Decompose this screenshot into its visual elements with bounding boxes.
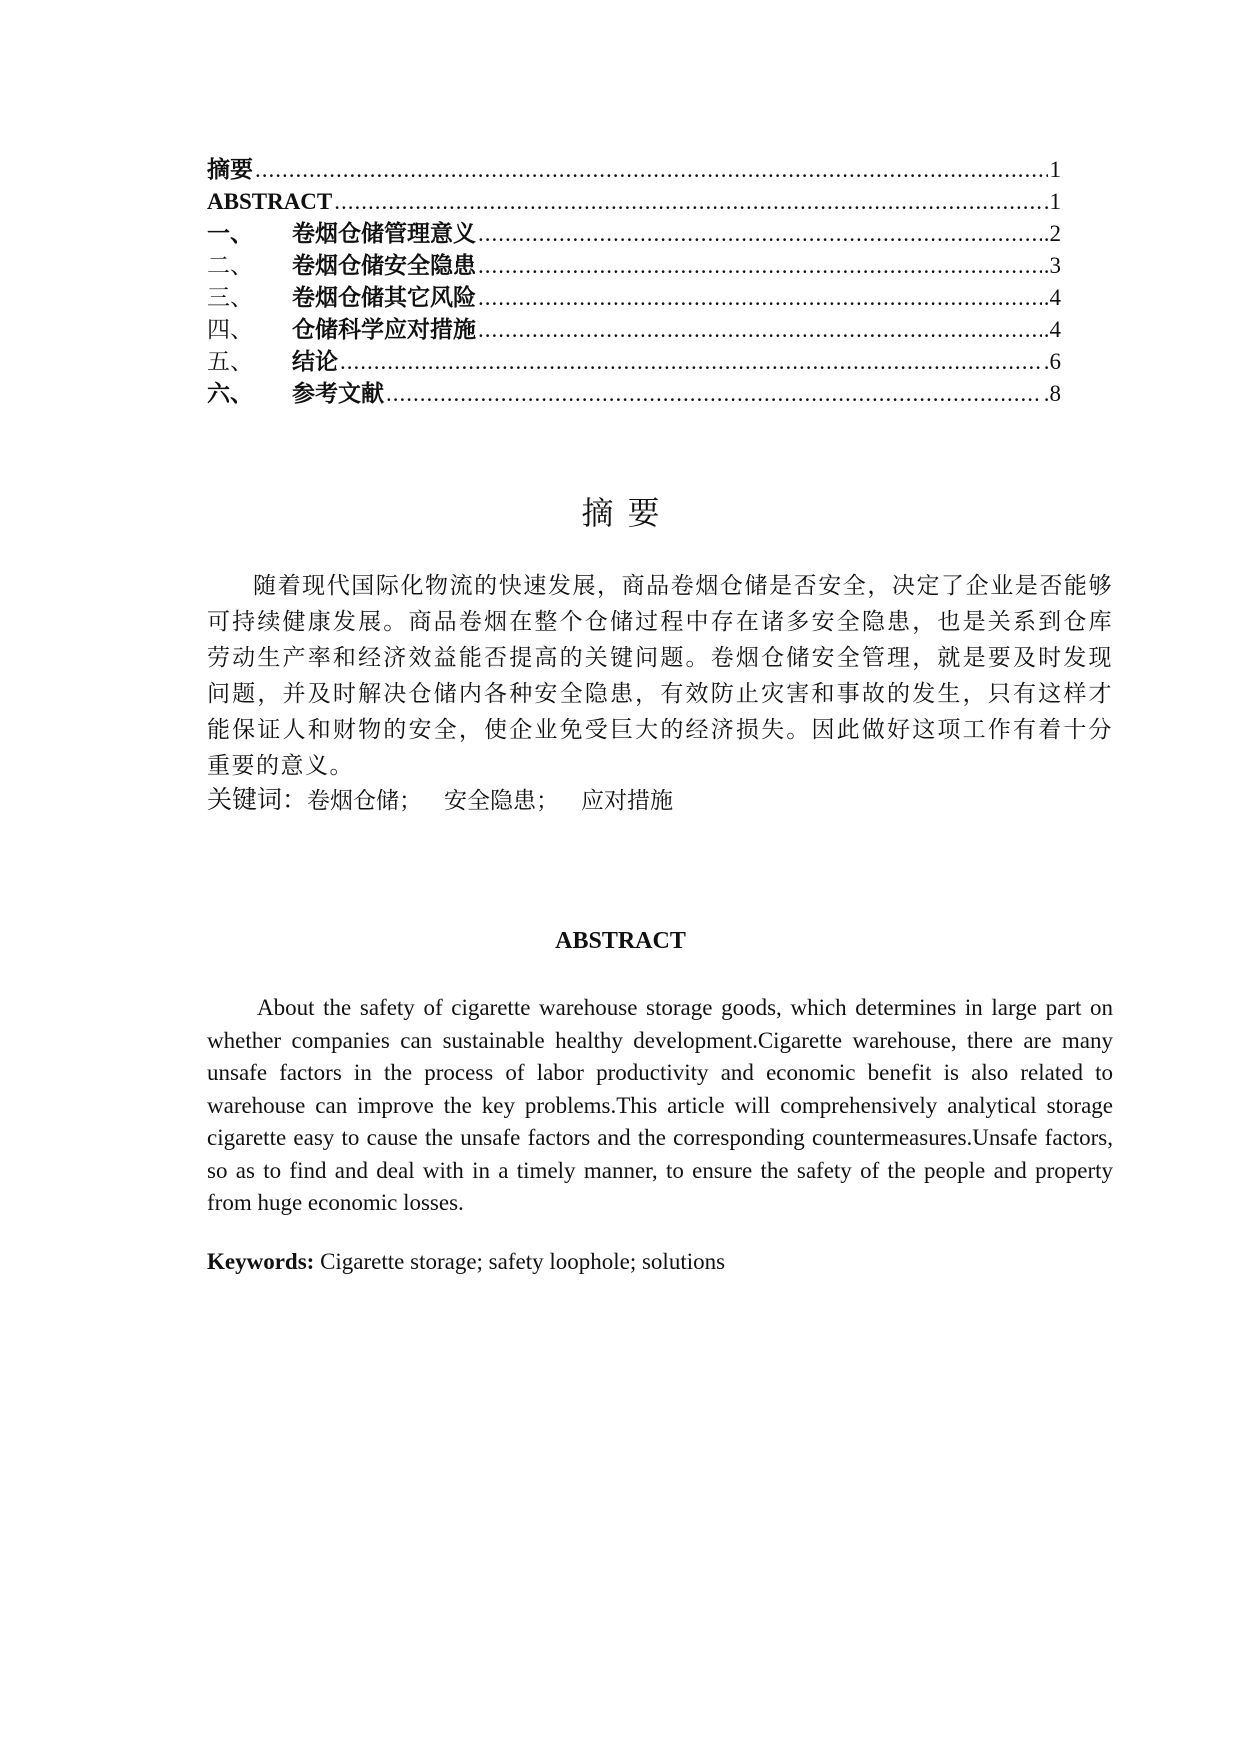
toc-entry-number: 五、 bbox=[207, 349, 253, 374]
toc-leader-dots bbox=[340, 346, 1042, 378]
toc-entry-title: 摘要 bbox=[207, 157, 253, 182]
toc-entry-number: 三、 bbox=[207, 285, 253, 310]
toc-leader-dots bbox=[478, 314, 1042, 346]
english-keywords bbox=[207, 1249, 725, 1275]
chinese-keyword: 卷烟仓储； bbox=[307, 788, 423, 814]
toc-entry-title: ABSTRACT bbox=[207, 189, 333, 214]
toc-entry-title: 结论 bbox=[292, 349, 338, 374]
toc-entry-page: .3 bbox=[1043, 253, 1061, 278]
toc-leader-dots bbox=[386, 378, 1042, 410]
chinese-keyword: 安全隐患； bbox=[444, 788, 560, 814]
english-keywords-label: Keywords: bbox=[207, 1249, 315, 1274]
toc-entry-page: .4 bbox=[1043, 285, 1061, 310]
toc-leader-dots bbox=[478, 218, 1042, 250]
toc-leader-dots bbox=[478, 282, 1042, 314]
english-abstract-heading: ABSTRACT bbox=[555, 928, 686, 954]
toc-entry-number: 一、 bbox=[207, 221, 253, 246]
toc-entry-page: .6 bbox=[1043, 349, 1061, 374]
toc-entry-page: .8 bbox=[1043, 381, 1061, 406]
toc-entry[interactable] bbox=[207, 346, 1061, 378]
toc-entry-page: 1 bbox=[1049, 157, 1061, 182]
toc-entry-number: 四、 bbox=[207, 317, 253, 342]
english-keywords-text: Cigarette storage; safety loophole; solutions bbox=[320, 1249, 726, 1274]
english-abstract-body: About the safety of cigarette warehouse storage goods, which determines in large part on whether companies can sustainable healthy development.Cigarette warehouse, there are many unsafe factors in the process of labor productivity and economic benefit is also related to warehouse can improve the key problems.This article will comprehensively analytical storage cigarette easy to cause the unsafe factors and the corresponding countermeasures.Unsafe factors, so as to find and deal with in a timely manner, to ensure the safety of the people and property from huge economic losses. bbox=[207, 995, 1113, 1215]
chinese-keywords bbox=[207, 780, 695, 816]
toc-entry-title: 卷烟仓储管理意义 bbox=[292, 221, 476, 246]
toc-entry-page: .1 bbox=[1043, 189, 1061, 214]
toc-entry[interactable] bbox=[207, 154, 1061, 186]
toc-entry-title: 卷烟仓储安全隐患 bbox=[292, 253, 476, 278]
toc-entry-title: 卷烟仓储其它风险 bbox=[292, 285, 476, 310]
chinese-abstract-body: 随着现代国际化物流的快速发展，商品卷烟仓储是否安全，决定了企业是否能够可持续健康发展。商品卷烟在整个仓储过程中存在诸多安全隐患，也是关系到仓库劳动生产率和经济效益能否提高的关键问题。卷烟仓储安全管理，就是要及时发现问题，并及时解决仓储内各种安全隐患，有效防止灾害和事故的发生，只有这样才能保证人和财物的安全，使企业免受巨大的经济损失。因此做好这项工作有着十分重要的意义。 bbox=[207, 573, 1113, 779]
toc-entry-page: .4 bbox=[1043, 317, 1061, 342]
toc-entry-number: 六、 bbox=[207, 381, 253, 406]
toc-entry[interactable] bbox=[207, 378, 1061, 410]
toc-leader-dots bbox=[478, 250, 1042, 282]
toc-entry[interactable] bbox=[207, 314, 1061, 346]
toc-entry-number: 二、 bbox=[207, 253, 253, 278]
toc-entry-title: 参考文献 bbox=[292, 381, 384, 406]
toc-entry[interactable] bbox=[207, 282, 1061, 314]
toc-entry-title: 仓储科学应对措施 bbox=[292, 317, 476, 342]
chinese-keywords-label: 关键词： bbox=[207, 785, 308, 814]
toc-leader-dots bbox=[255, 154, 1048, 186]
toc-entry[interactable] bbox=[207, 186, 1061, 218]
chinese-keyword: 应对措施 bbox=[581, 788, 674, 814]
toc-entry[interactable] bbox=[207, 218, 1061, 250]
toc-entry-page: .2 bbox=[1043, 221, 1061, 246]
table-of-contents bbox=[207, 154, 1061, 410]
chinese-abstract-heading: 摘要 bbox=[581, 494, 674, 532]
toc-entry[interactable] bbox=[207, 250, 1061, 282]
toc-leader-dots bbox=[334, 186, 1041, 218]
